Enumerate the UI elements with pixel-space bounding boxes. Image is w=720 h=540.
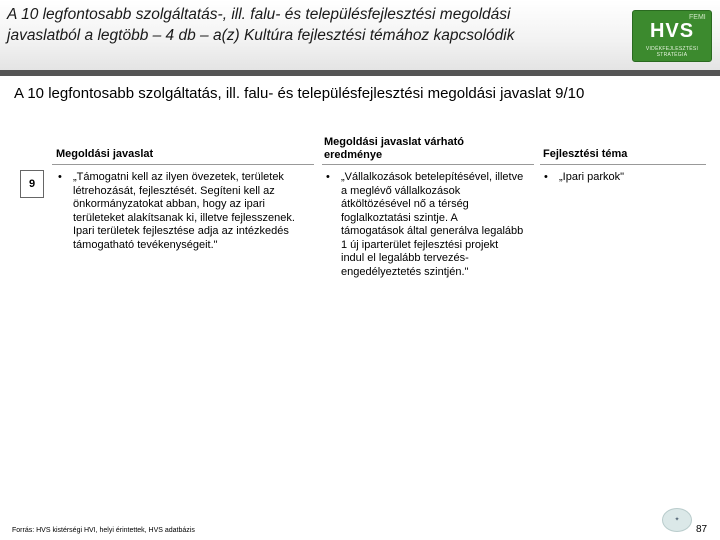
header-band [0, 0, 720, 70]
header-rule-1 [52, 164, 314, 165]
text-line: „Ipari parkok" [559, 171, 625, 183]
header-title-line2: javaslatból a legtöbb – 4 db – a(z) Kultúra fejlesztési témához kapcsolódik [7, 27, 515, 44]
col-header-eredmenye-line2: eredménye [324, 149, 383, 161]
row-number: 9 [20, 170, 44, 198]
text-line: „Támogatni kell az ilyen övezetek, területek [73, 171, 284, 183]
text-line: „Vállalkozások betelepítésével, illetve [341, 171, 524, 183]
page-number: 87 [696, 524, 708, 535]
logo-text: HVS [649, 20, 695, 42]
footer-logo: ✦ [662, 508, 692, 532]
logo-badge: FEMI [689, 14, 706, 21]
text-line: a meglévő vállalkozások [341, 184, 461, 197]
header-rule-2 [322, 164, 534, 165]
logo-subtext: VIDÉKFEJLESZTÉSI STRATÉGIA [645, 46, 699, 58]
text-line: indul el legalább tervezés- [341, 252, 469, 264]
hvs-logo [632, 10, 712, 62]
bullet: • [58, 171, 62, 183]
col-header-tema: Fejlesztési téma [543, 148, 628, 160]
bullet: • [544, 171, 548, 183]
header-title [7, 4, 607, 46]
source-note: Forrás: HVS kistérségi HVI, helyi érintettek, HVS adatbázis [12, 527, 195, 534]
text-line: átköltözésével nő a térség [341, 198, 469, 210]
cell-tema-text [559, 171, 624, 185]
header-title-line1: A 10 legfontosabb szolgáltatás-, ill. falu- és településfejlesztési megoldási [7, 6, 511, 23]
col-header-eredmenye-line1: Megoldási javaslat várható [324, 136, 464, 148]
header-rule-3 [540, 164, 706, 165]
text-line: létrehozását, fejlesztését. Segíteni kell az [73, 184, 275, 197]
text-line: Ipari területek fejlesztése adja az intézkedés [73, 225, 289, 237]
text-line: 1 új iparterület fejlesztési projekt [341, 238, 499, 251]
cell-javaslat-text [73, 171, 295, 252]
col-header-javaslat: Megoldási javaslat [56, 148, 154, 160]
col-header-eredmenye [324, 136, 464, 162]
text-line: támogatások által generálva legalább [341, 225, 524, 237]
page-subtitle: A 10 legfontosabb szolgáltatás, ill. falu- és településfejlesztési megoldási javaslat 9/10 [14, 85, 585, 102]
cell-eredmenye-text [341, 171, 523, 279]
text-line: engedélyeztetés szintjén." [341, 265, 469, 278]
text-line: foglalkoztatási szintje. A [341, 211, 458, 224]
text-line: területeket alakítsanak ki, illetve fejlesszenek. [73, 211, 295, 224]
text-line: támogatható tevékenységeit." [73, 238, 218, 251]
text-line: önkormányzatokat abban, hogy az ipari [73, 198, 266, 210]
bullet: • [326, 171, 330, 183]
header-divider [0, 70, 720, 76]
